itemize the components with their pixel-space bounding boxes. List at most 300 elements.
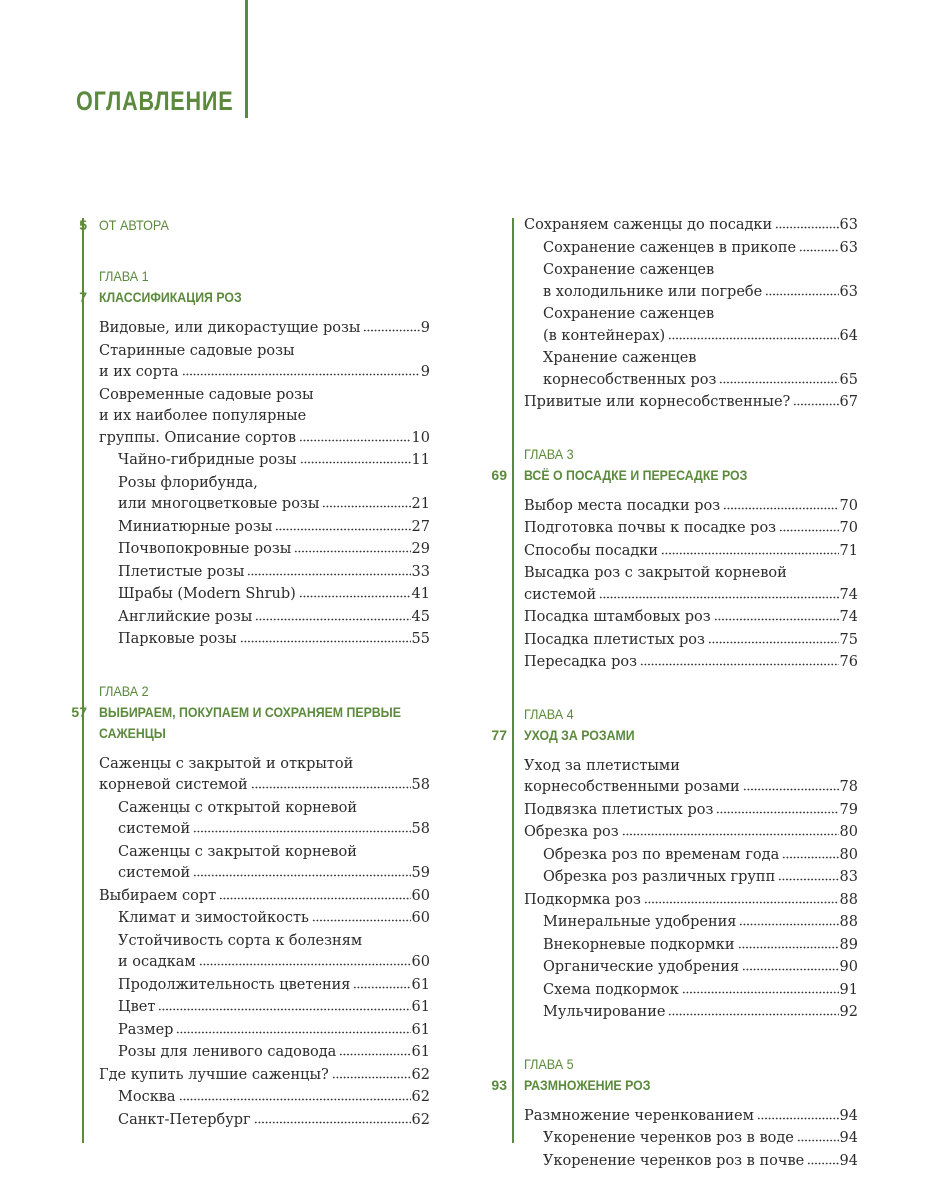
entry-last-line xyxy=(118,584,430,606)
entry-last-line xyxy=(543,238,858,260)
entry-text: Саженцы с закрытой корневой xyxy=(118,843,357,860)
entry-text: системой xyxy=(524,586,597,603)
entry-page-number: 94 xyxy=(839,1107,858,1124)
chapter-page-number: 7 xyxy=(79,289,87,305)
entry-last-line xyxy=(524,518,858,540)
dot-leader xyxy=(739,916,838,926)
toc-entry[interactable] xyxy=(99,385,430,450)
toc-entry[interactable] xyxy=(524,890,858,912)
entry-text: Минеральные удобрения xyxy=(543,914,737,930)
entry-text: Способы посадки xyxy=(524,542,659,559)
entry-last-line xyxy=(543,845,858,867)
entry-text: Розы для ленивого садовода xyxy=(118,1044,337,1060)
toc-entry[interactable] xyxy=(99,318,430,340)
dot-leader xyxy=(765,286,838,296)
toc-entry[interactable] xyxy=(99,1065,430,1087)
chapter-section xyxy=(79,266,430,651)
entry-last-line xyxy=(118,975,430,997)
dot-leader xyxy=(797,1132,839,1142)
entry-page-number: 88 xyxy=(839,891,858,908)
entry-text: и их наиболее популярные xyxy=(99,408,307,424)
entry-text: Обрезка роз различных групп xyxy=(543,869,776,885)
entry-last-line xyxy=(524,541,858,563)
entry-text: Розы флорибунда, xyxy=(118,474,258,491)
entry-text: Плетистые розы xyxy=(118,563,245,580)
entry-last-line xyxy=(543,957,858,979)
entry-text: Старинные садовые розы xyxy=(99,342,295,359)
toc-entry[interactable] xyxy=(524,215,858,237)
entry-last-line xyxy=(118,517,430,539)
entry-text: Москва xyxy=(118,1089,176,1105)
dot-leader xyxy=(182,366,420,376)
toc-entry[interactable] xyxy=(524,1002,858,1024)
entry-last-line xyxy=(118,607,430,629)
toc-entry[interactable] xyxy=(524,867,858,889)
entry-last-line xyxy=(524,800,858,822)
toc-entry[interactable] xyxy=(99,562,430,584)
dot-leader xyxy=(668,330,838,340)
toc-entry[interactable] xyxy=(99,1020,430,1042)
entry-page-number: 9 xyxy=(420,320,430,336)
toc-entry[interactable] xyxy=(99,798,430,841)
entry-last-line xyxy=(543,912,858,934)
entry-page-number: 80 xyxy=(839,824,858,840)
entry-text: Почвопокровные розы xyxy=(118,541,292,557)
dot-leader xyxy=(193,823,410,833)
dot-leader xyxy=(779,522,838,532)
entry-list xyxy=(524,215,858,414)
entry-text: Посадка штамбовых роз xyxy=(524,609,711,625)
chapter-page-number: 5 xyxy=(79,217,87,233)
toc-entry[interactable] xyxy=(524,980,858,1002)
toc-entry[interactable] xyxy=(524,541,858,563)
toc-entry[interactable] xyxy=(99,1087,430,1109)
entry-list xyxy=(524,496,858,674)
entry-last-line xyxy=(118,952,430,974)
entry-last-line xyxy=(524,585,858,607)
entry-text: Размножение черенкованием xyxy=(524,1107,754,1124)
entry-text: Сохранение саженцев в прикопе xyxy=(543,239,797,256)
entry-last-line xyxy=(543,370,858,392)
entry-page-number: 65 xyxy=(839,371,858,388)
entry-text: Санкт-Петербург xyxy=(118,1111,251,1128)
entry-text: Посадка плетистых роз xyxy=(524,631,705,648)
dot-leader xyxy=(682,984,839,994)
toc-entry[interactable] xyxy=(99,997,430,1019)
entry-text: Миниатюрные розы xyxy=(118,518,273,535)
chapter-title[interactable]: ВЫБИРАЕМ, ПОКУПАЕМ И СОХРАНЯЕМ ПЕРВЫЕ xyxy=(99,703,401,720)
dot-leader xyxy=(158,1001,410,1011)
entry-text: Шрабы (Modern Shrub) xyxy=(118,586,296,602)
entry-page-number: 63 xyxy=(839,283,858,300)
entry-page-number: 74 xyxy=(839,586,858,603)
entry-text: группы. Описание сортов xyxy=(99,429,297,446)
toc-entry[interactable] xyxy=(99,450,430,472)
entry-page-number: 64 xyxy=(839,327,858,344)
entry-page-number: 92 xyxy=(839,1004,858,1020)
entry-last-line xyxy=(524,607,858,629)
header-divider xyxy=(245,0,248,118)
toc-entry[interactable] xyxy=(99,886,430,908)
dot-leader xyxy=(738,939,839,949)
entry-text: Климат и зимостойкость xyxy=(118,910,309,926)
entry-text: Цвет xyxy=(118,999,156,1015)
toc-column-left xyxy=(71,215,430,1132)
dot-leader xyxy=(254,1114,411,1124)
entry-last-line xyxy=(118,997,430,1019)
dot-leader xyxy=(251,779,411,789)
toc-entry[interactable] xyxy=(99,539,430,561)
continued-section xyxy=(524,215,858,414)
chapter-label: ГЛАВА 3 xyxy=(524,445,574,462)
entry-last-line xyxy=(524,496,858,518)
entry-text: Привитые или корнесобственные? xyxy=(524,394,791,410)
dot-leader xyxy=(294,543,410,553)
entry-last-line xyxy=(99,362,430,384)
entry-page-number: 60 xyxy=(411,910,430,926)
entry-last-line xyxy=(543,935,858,957)
entry-text: или многоцветковые розы xyxy=(118,496,320,512)
toc-entry[interactable] xyxy=(99,908,430,930)
chapter-section xyxy=(71,681,430,1132)
entry-page-number: 70 xyxy=(839,497,858,514)
entry-text: корнесобственными розами xyxy=(524,779,740,795)
entry-last-line xyxy=(99,886,430,908)
column-divider xyxy=(512,218,514,1143)
toc-entry[interactable] xyxy=(524,392,858,414)
chapter-page-number: 77 xyxy=(491,726,507,743)
entry-page-number: 45 xyxy=(411,608,430,625)
entry-text: Чайно-гибридные розы xyxy=(118,452,297,468)
toc-entry[interactable] xyxy=(99,584,430,606)
entry-last-line xyxy=(118,863,430,885)
dot-leader xyxy=(255,611,410,621)
dot-leader xyxy=(363,322,419,332)
toc-entry[interactable] xyxy=(524,348,858,391)
entry-last-line xyxy=(118,450,430,472)
entry-page-number: 58 xyxy=(411,821,430,837)
entry-last-line xyxy=(543,326,858,348)
toc-entry[interactable] xyxy=(99,1110,430,1132)
dot-leader xyxy=(312,912,411,922)
entry-page-number: 80 xyxy=(839,846,858,863)
toc-entry[interactable] xyxy=(524,1106,858,1128)
toc-entry[interactable] xyxy=(99,341,430,384)
entry-last-line xyxy=(118,539,430,561)
entry-page-number: 71 xyxy=(839,542,858,559)
chapter-section xyxy=(491,444,858,674)
dot-leader xyxy=(300,454,411,464)
toc-entry[interactable] xyxy=(99,842,430,885)
toc-entry[interactable] xyxy=(524,304,858,347)
entry-page-number: 62 xyxy=(411,1066,430,1083)
toc-entry[interactable] xyxy=(99,754,430,797)
dot-leader xyxy=(193,867,410,877)
entry-page-number: 27 xyxy=(411,518,430,535)
entry-text: Подвязка плетистых роз xyxy=(524,801,714,818)
dot-leader xyxy=(716,804,838,814)
entry-text: Укоренение черенков роз в почве xyxy=(543,1152,805,1169)
entry-page-number: 62 xyxy=(411,1089,430,1105)
toc-entry[interactable] xyxy=(99,931,430,974)
entry-last-line xyxy=(524,777,858,799)
chapter-section xyxy=(491,704,858,1024)
entry-last-line xyxy=(524,890,858,912)
entry-last-line xyxy=(543,1002,858,1024)
entry-page-number: 61 xyxy=(411,1021,430,1038)
page-title: ОГЛАВЛЕНИЕ xyxy=(76,86,234,116)
dot-leader xyxy=(275,521,410,531)
toc-entry[interactable] xyxy=(524,238,858,260)
entry-text: Современные садовые розы xyxy=(99,386,314,403)
entry-page-number: 63 xyxy=(839,239,858,256)
entry-text: Обрезка роз по временам года xyxy=(543,846,780,863)
dot-leader xyxy=(708,634,839,644)
chapter-label: ГЛАВА 2 xyxy=(99,682,149,699)
entry-last-line xyxy=(118,1087,430,1109)
entry-text: Сохранение саженцев xyxy=(543,262,715,278)
entry-page-number: 74 xyxy=(839,609,858,625)
entry-page-number: 79 xyxy=(839,801,858,818)
dot-leader xyxy=(299,432,411,442)
entry-text: Выбираем сорт xyxy=(99,887,217,904)
entry-page-number: 94 xyxy=(839,1130,858,1146)
dot-leader xyxy=(757,1110,839,1120)
dot-leader xyxy=(668,1006,838,1016)
entry-text: Схема подкормок xyxy=(543,981,679,998)
entry-text: Английские розы xyxy=(118,608,253,625)
entry-list xyxy=(524,756,858,1024)
dot-leader xyxy=(339,1046,410,1056)
entry-last-line xyxy=(543,282,858,304)
dot-leader xyxy=(176,1024,410,1034)
entry-page-number: 59 xyxy=(411,865,430,881)
chapter-title[interactable]: ВСЁ О ПОСАДКЕ И ПЕРЕСАДКЕ РОЗ xyxy=(524,466,748,483)
entry-list xyxy=(524,1106,858,1173)
entry-page-number: 9 xyxy=(420,364,430,380)
entry-text: Парковые розы xyxy=(118,631,237,647)
entry-text: Видовые, или дикорастущие розы xyxy=(99,320,361,336)
entry-page-number: 67 xyxy=(839,394,858,410)
entry-last-line xyxy=(118,494,430,516)
entry-page-number: 21 xyxy=(411,496,430,512)
entry-text: Сохранение саженцев xyxy=(543,306,715,322)
entry-last-line xyxy=(118,1020,430,1042)
entry-text: Где купить лучшие саженцы? xyxy=(99,1066,329,1083)
toc-entry[interactable] xyxy=(524,260,858,303)
toc-entry[interactable] xyxy=(524,912,858,934)
entry-text: Внекорневые подкормки xyxy=(543,936,735,953)
entry-last-line xyxy=(99,318,430,340)
dot-leader xyxy=(807,1155,838,1165)
entry-page-number: 10 xyxy=(411,429,430,446)
dot-leader xyxy=(247,566,410,576)
entry-text: Обрезка роз xyxy=(524,824,619,840)
entry-list xyxy=(99,318,430,651)
dot-leader xyxy=(299,588,411,598)
entry-page-number: 75 xyxy=(839,631,858,648)
dot-leader xyxy=(714,611,839,621)
entry-last-line xyxy=(524,1106,858,1128)
entry-page-number: 55 xyxy=(411,631,430,647)
dot-leader xyxy=(199,956,411,966)
dot-leader xyxy=(775,219,838,229)
chapter-title[interactable]: УХОД ЗА РОЗАМИ xyxy=(524,726,635,743)
entry-text: Подкормка роз xyxy=(524,891,641,908)
dot-leader xyxy=(622,826,839,836)
toc-entry[interactable] xyxy=(99,607,430,629)
entry-last-line xyxy=(118,562,430,584)
entry-text: Размер xyxy=(118,1021,174,1038)
dot-leader xyxy=(799,242,838,252)
chapter-label: ГЛАВА 4 xyxy=(524,705,574,722)
entry-last-line xyxy=(524,392,858,414)
chapter-title[interactable]: САЖЕНЦЫ xyxy=(99,724,166,741)
entry-last-line xyxy=(99,775,430,797)
entry-text: Саженцы с открытой корневой xyxy=(118,799,358,816)
entry-page-number: 58 xyxy=(411,777,430,793)
entry-page-number: 60 xyxy=(411,954,430,970)
entry-page-number: 63 xyxy=(839,217,858,233)
intro-link[interactable]: ОТ АВТОРА xyxy=(99,217,169,233)
column-divider xyxy=(82,218,84,1143)
entry-page-number: 94 xyxy=(839,1152,858,1169)
toc-entry[interactable] xyxy=(524,822,858,844)
entry-text: в холодильнике или погребе xyxy=(543,283,763,300)
entry-last-line xyxy=(524,215,858,237)
entry-list xyxy=(99,754,430,1132)
entry-text: Устойчивость сорта к болезням xyxy=(118,932,363,949)
entry-text: корнесобственных роз xyxy=(543,371,717,388)
toc-entry[interactable] xyxy=(524,1151,858,1173)
entry-text: системой xyxy=(118,821,191,837)
dot-leader xyxy=(793,396,838,406)
chapter-label: ГЛАВА 5 xyxy=(524,1055,574,1072)
dot-leader xyxy=(179,1091,411,1101)
chapter-page-number: 69 xyxy=(491,466,507,483)
entry-last-line xyxy=(118,1110,430,1132)
entry-page-number: 33 xyxy=(411,563,430,580)
toc-entry[interactable] xyxy=(524,563,858,606)
entry-page-number: 78 xyxy=(839,779,858,795)
entry-page-number: 89 xyxy=(839,936,858,953)
toc-column-right xyxy=(491,215,858,1173)
chapter-section xyxy=(491,1054,858,1173)
dot-leader xyxy=(219,890,410,900)
toc-entry[interactable] xyxy=(524,518,858,540)
entry-last-line xyxy=(543,980,858,1002)
intro-section xyxy=(79,215,430,236)
entry-last-line xyxy=(524,630,858,652)
entry-page-number: 83 xyxy=(839,869,858,885)
chapter-title[interactable]: РАЗМНОЖЕНИЕ РОЗ xyxy=(524,1076,651,1093)
entry-text: Выбор места посадки роз xyxy=(524,497,721,514)
toc-entry[interactable] xyxy=(524,630,858,652)
dot-leader xyxy=(778,871,838,881)
toc-entry[interactable] xyxy=(99,473,430,516)
toc-entry[interactable] xyxy=(99,517,430,539)
entry-page-number: 76 xyxy=(839,654,858,670)
entry-page-number: 90 xyxy=(839,959,858,975)
toc-entry[interactable] xyxy=(524,845,858,867)
entry-page-number: 60 xyxy=(411,887,430,904)
entry-last-line xyxy=(543,867,858,889)
entry-last-line xyxy=(543,1151,858,1173)
dot-leader xyxy=(723,500,838,510)
entry-last-line xyxy=(118,629,430,651)
dot-leader xyxy=(353,979,410,989)
dot-leader xyxy=(599,589,838,599)
toc-entry[interactable] xyxy=(524,496,858,518)
entry-text: Продолжительность цветения xyxy=(118,976,351,993)
entry-text: Органические удобрения xyxy=(543,959,740,975)
dot-leader xyxy=(782,849,838,859)
dot-leader xyxy=(719,374,838,384)
toc-entry[interactable] xyxy=(524,652,858,674)
toc-entry[interactable] xyxy=(524,957,858,979)
entry-text: (в контейнерах) xyxy=(543,327,666,344)
entry-text: Уход за плетистыми xyxy=(524,757,680,774)
entry-text: Сохраняем саженцы до посадки xyxy=(524,217,773,233)
entry-page-number: 41 xyxy=(411,586,430,602)
dot-leader xyxy=(644,894,839,904)
dot-leader xyxy=(332,1069,411,1079)
entry-last-line xyxy=(543,1128,858,1150)
entry-page-number: 62 xyxy=(411,1111,430,1128)
toc-entry[interactable] xyxy=(524,935,858,957)
entry-text: Мульчирование xyxy=(543,1004,666,1020)
chapter-page-number: 57 xyxy=(71,703,87,720)
entry-page-number: 29 xyxy=(411,541,430,557)
entry-last-line xyxy=(118,908,430,930)
dot-leader xyxy=(743,781,839,791)
entry-last-line xyxy=(118,819,430,841)
chapter-title[interactable]: КЛАССИФИКАЦИЯ РОЗ xyxy=(99,289,242,305)
entry-page-number: 11 xyxy=(411,452,430,468)
toc-entry[interactable] xyxy=(524,1128,858,1150)
entry-last-line xyxy=(99,428,430,450)
toc-entry[interactable] xyxy=(99,975,430,997)
entry-text: Подготовка почвы к посадке роз xyxy=(524,520,777,536)
toc-entry[interactable] xyxy=(99,1042,430,1064)
entry-page-number: 61 xyxy=(411,976,430,993)
entry-last-line xyxy=(99,1065,430,1087)
entry-page-number: 61 xyxy=(411,999,430,1015)
dot-leader xyxy=(240,633,411,643)
dot-leader xyxy=(661,545,839,555)
chapter-label: ГЛАВА 1 xyxy=(99,268,149,284)
dot-leader xyxy=(322,498,410,508)
entry-text: Саженцы с закрытой и открытой xyxy=(99,755,354,772)
entry-last-line xyxy=(524,652,858,674)
entry-text: корневой системой xyxy=(99,777,248,793)
entry-text: Укоренение черенков роз в воде xyxy=(543,1130,794,1146)
entry-page-number: 70 xyxy=(839,520,858,536)
entry-page-number: 61 xyxy=(411,1044,430,1060)
toc-entry[interactable] xyxy=(524,800,858,822)
entry-text: системой xyxy=(118,865,191,881)
dot-leader xyxy=(640,656,839,666)
entry-text: Пересадка роз xyxy=(524,654,638,670)
entry-text: Высадка роз с закрытой корневой xyxy=(524,565,787,581)
dot-leader xyxy=(742,961,838,971)
entry-page-number: 91 xyxy=(839,981,858,998)
toc-entry[interactable] xyxy=(524,756,858,799)
entry-page-number: 88 xyxy=(839,914,858,930)
toc-entry[interactable] xyxy=(99,629,430,651)
toc-entry[interactable] xyxy=(524,607,858,629)
entry-text: и их сорта xyxy=(99,364,179,380)
